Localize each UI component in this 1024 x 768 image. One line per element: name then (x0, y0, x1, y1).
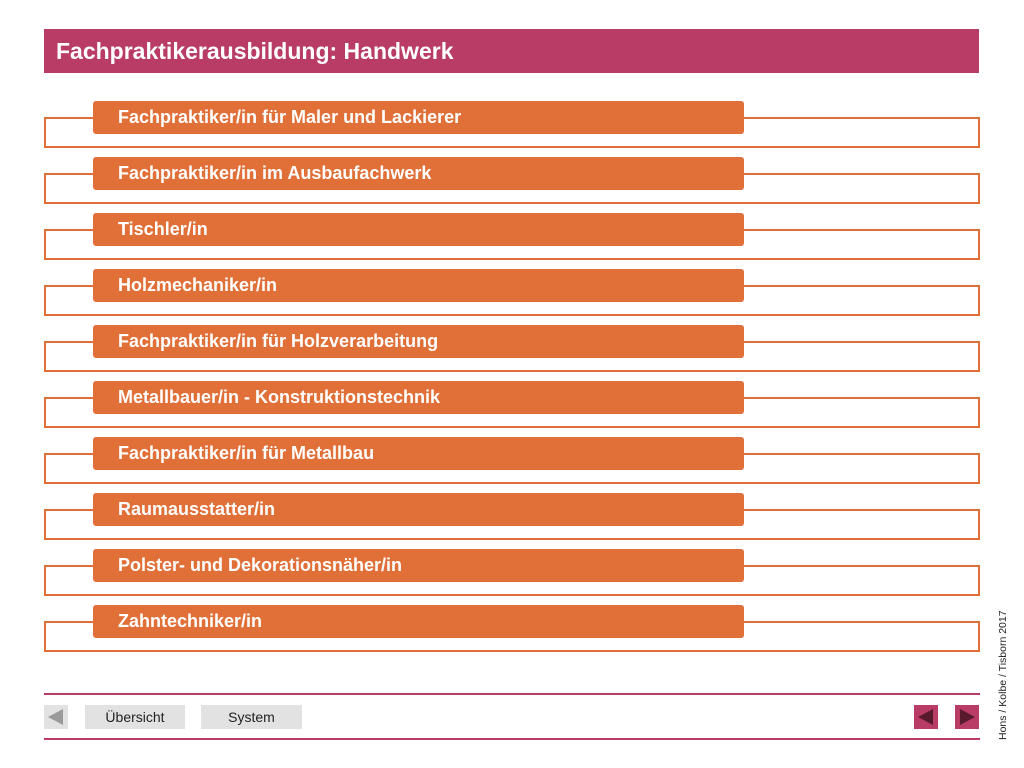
list-item-label[interactable]: Holzmechaniker/in (93, 269, 744, 302)
list-item[interactable] (44, 101, 980, 136)
list-item[interactable] (44, 493, 980, 528)
prev-slide-button[interactable] (914, 705, 938, 729)
page-title: Fachpraktikerausbildung: Handwerk (44, 29, 979, 73)
list-item-label[interactable]: Raumausstatter/in (93, 493, 744, 526)
back-button[interactable] (44, 705, 68, 729)
list-item[interactable] (44, 605, 980, 640)
overview-button[interactable]: Übersicht (85, 705, 185, 729)
footer-divider-top (44, 693, 980, 695)
triangle-left-icon (44, 705, 68, 729)
list-item[interactable] (44, 269, 980, 304)
list-item-label[interactable]: Fachpraktiker/in für Metallbau (93, 437, 744, 470)
list-item-label[interactable]: Fachpraktiker/in im Ausbaufachwerk (93, 157, 744, 190)
footer-divider-bottom (44, 738, 980, 740)
triangle-right-icon (955, 705, 979, 729)
list-item[interactable] (44, 549, 980, 584)
list-item[interactable] (44, 157, 980, 192)
list-item-label[interactable]: Polster- und Dekorationsnäher/in (93, 549, 744, 582)
credit-text: Hons / Kolbe / Tisborn 2017 (997, 610, 1009, 740)
triangle-left-icon (914, 705, 938, 729)
list-item-label[interactable]: Fachpraktiker/in für Maler und Lackierer (93, 101, 744, 134)
system-button[interactable]: System (201, 705, 302, 729)
list-item-label[interactable]: Fachpraktiker/in für Holzverarbeitung (93, 325, 744, 358)
list-item[interactable] (44, 381, 980, 416)
list-item-label[interactable]: Zahntechniker/in (93, 605, 744, 638)
list-item-label[interactable]: Metallbauer/in - Konstruktionstechnik (93, 381, 744, 414)
list-item[interactable] (44, 437, 980, 472)
list-item[interactable] (44, 213, 980, 248)
list-item-label[interactable]: Tischler/in (93, 213, 744, 246)
next-slide-button[interactable] (955, 705, 979, 729)
list-item[interactable] (44, 325, 980, 360)
